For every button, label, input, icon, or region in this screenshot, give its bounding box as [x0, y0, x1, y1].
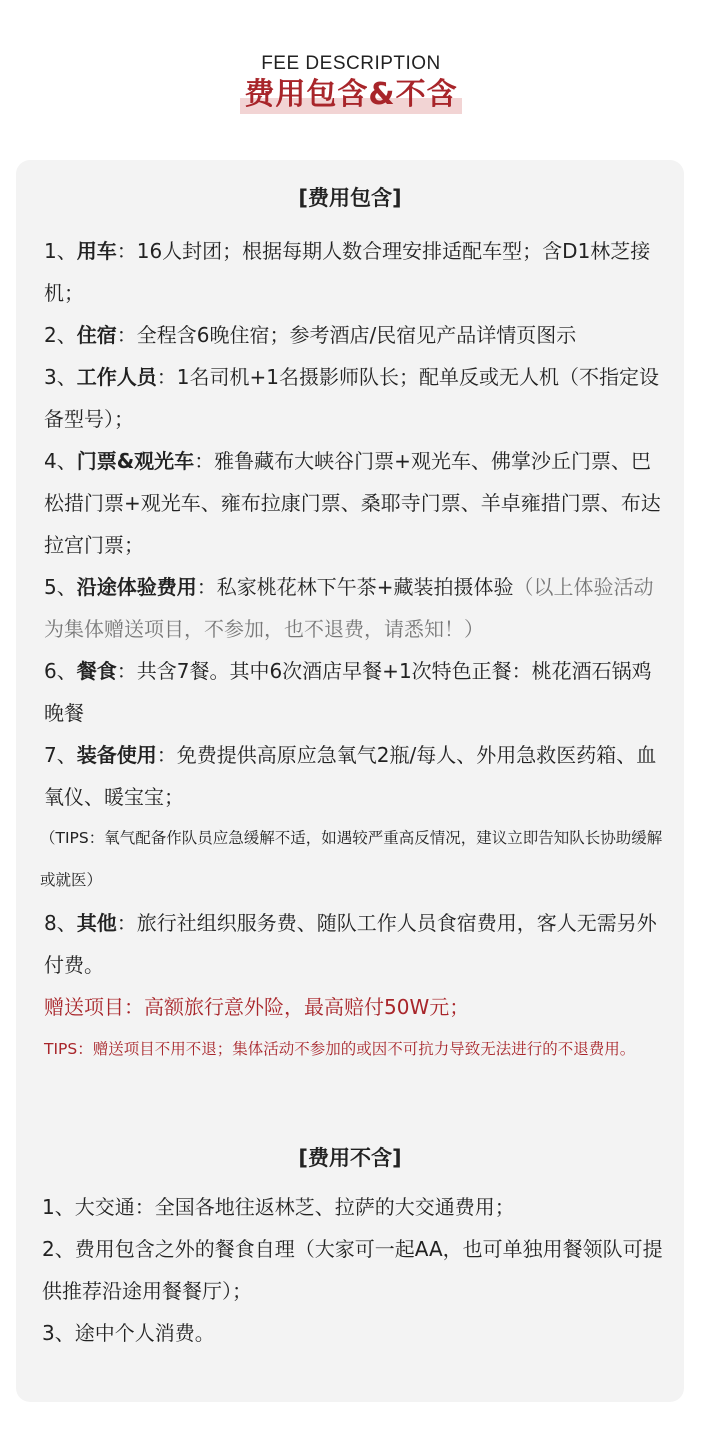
header-subtitle: FEE DESCRIPTION	[261, 53, 441, 74]
included-item-5: 5、沿途体验费用：私家桃花林下午茶+藏装拍摄体验（以上体验活动为集体赠送项目，不参加，也不退费，请悉知！）	[44, 575, 654, 641]
included-item-8: 8、其他：旅行社组织服务费、随队工作人员食宿费用，客人无需另外付费。	[44, 911, 657, 977]
oxygen-tips: （TIPS：氧气配备作队员应急缓解不适，如遇较严重高反情况，建议立即告知队长协助缓解或就医）	[40, 829, 663, 889]
included-item-1: 1、用车：16人封团；根据每期人数合理安排适配车型；含D1林芝接机；	[44, 239, 651, 305]
page-title: 费用包含&不含	[244, 77, 458, 112]
included-item-2: 2、住宿：全程含6晚住宿；参考酒店/民宿见产品详情页图示	[44, 323, 577, 347]
gift-item: 赠送项目：高额旅行意外险，最高赔付50W元；	[44, 995, 470, 1019]
fee-card	[16, 160, 684, 1402]
header-title-wrap	[244, 78, 457, 112]
excluded-item-3: 3、途中个人消费。	[42, 1321, 215, 1345]
excluded-item-1: 1、大交通：全国各地往返林芝、拉萨的大交通费用；	[42, 1195, 515, 1219]
included-item-4: 4、门票&观光车：雅鲁藏布大峡谷门票+观光车、佛掌沙丘门票、巴松措门票+观光车、雍布拉康门票、桑耶寺门票、羊卓雍措门票、布达拉宫门票；	[44, 449, 661, 557]
included-item-5-note: （以上体验活动为集体赠送项目，不参加，也不退费，请悉知！）	[44, 575, 654, 641]
included-heading: [费用包含]	[298, 186, 402, 210]
page-header	[0, 52, 702, 112]
included-item-3: 3、工作人员：1名司机+1名摄影师队长；配单反或无人机（不指定设备型号）；	[44, 365, 659, 431]
included-item-7: 7、装备使用：免费提供高原应急氧气2瓶/每人、外用急救医药箱、血氧仪、暖宝宝；	[44, 743, 657, 809]
excluded-item-2: 2、费用包含之外的餐食自理（大家可一起AA，也可单独用餐领队可提供推荐沿途用餐餐厅）；	[42, 1237, 663, 1303]
gift-tips: TIPS：赠送项目不用不退；集体活动不参加的或因不可抗力导致无法进行的不退费用。	[44, 1040, 636, 1058]
excluded-heading: [费用不含]	[298, 1146, 402, 1170]
included-item-6: 6、餐食：共含7餐。其中6次酒店早餐+1次特色正餐：桃花酒石锅鸡晚餐	[44, 659, 652, 725]
